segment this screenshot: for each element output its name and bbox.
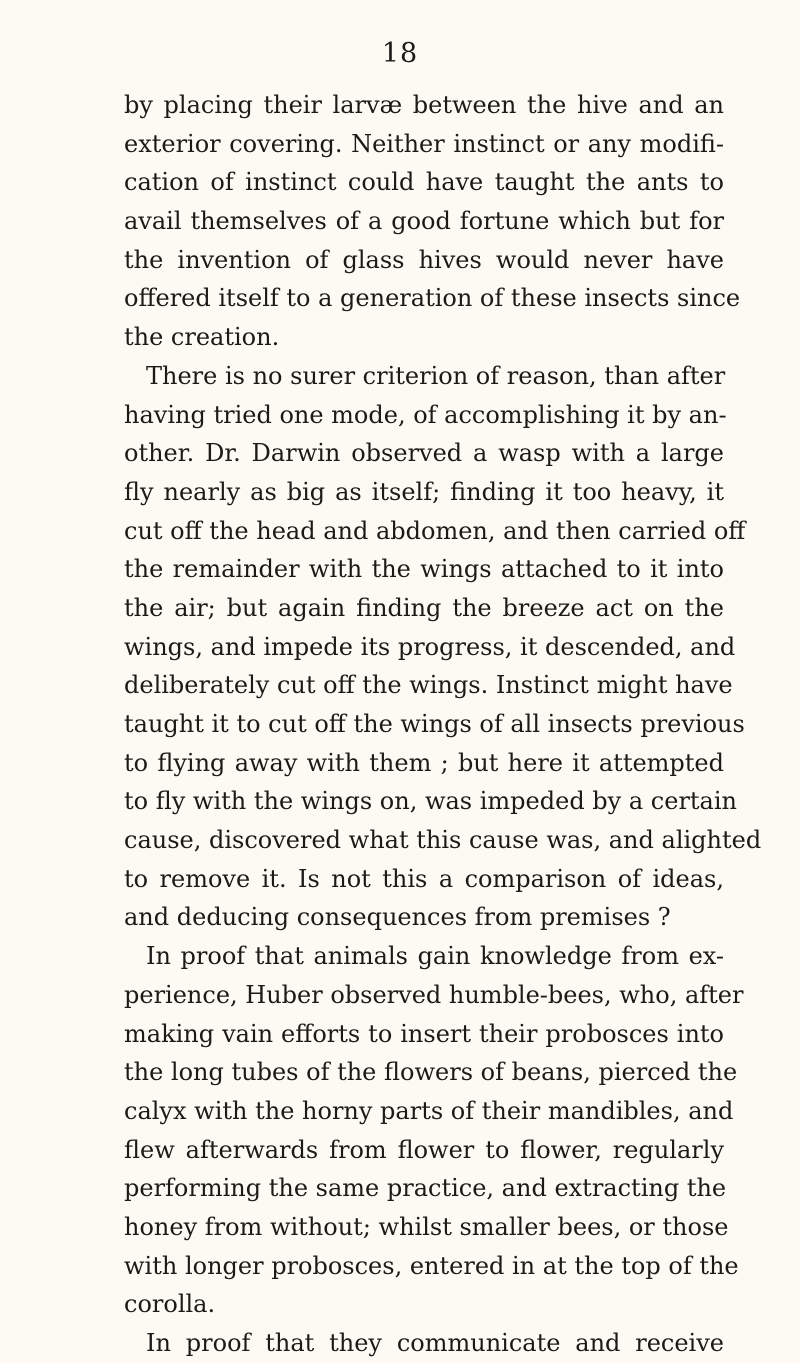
text-line: to remove it. Is not this a comparison of ideas,	[124, 864, 724, 893]
text-line: the invention of glass hives would never have	[124, 245, 724, 274]
text-line: cause, discovered what this cause was, and alighted	[124, 826, 762, 855]
text-line: wings, and impede its progress, it descended, and	[124, 632, 736, 661]
text-line: taught it to cut off the wings of all insects previous	[124, 710, 745, 738]
text-line: performing the same practice, and extracting the	[124, 1174, 727, 1203]
text-line: honey from without; whilst smaller bees, or those	[124, 1212, 729, 1241]
text-line: cut off the head and abdomen, and then carried off	[124, 516, 746, 545]
text-line: In proof that they communicate and receive	[146, 1329, 724, 1357]
text-line: making vain efforts to insert their probosces into	[124, 1019, 724, 1048]
text-line: cation of instinct could have taught the ants to	[124, 168, 724, 197]
text-line: other. Dr. Darwin observed a wasp with a large	[124, 439, 724, 468]
text-line: offered itself to a generation of these insects since	[124, 284, 741, 313]
text-line: exterior covering. Neither instinct or any modifi-	[124, 129, 724, 158]
text-line: fly nearly as big as itself; finding it too heavy, it	[124, 477, 724, 506]
text-line: avail themselves of a good fortune which but for	[124, 207, 724, 236]
text-line: perience, Huber observed humble-bees, who, after	[124, 980, 744, 1009]
text-line: the long tubes of the flowers of beans, pierced the	[124, 1058, 738, 1087]
body-text	[124, 86, 762, 1363]
page-number: 18	[381, 38, 419, 69]
text-line: and deducing consequences from premises ?	[124, 903, 671, 932]
text-line: to flying away with them ; but here it attempted	[124, 748, 724, 777]
text-line: calyx with the horny parts of their mandibles, and	[124, 1096, 734, 1125]
text-line: There is no surer criterion of reason, than after	[146, 361, 726, 390]
text-line: with longer probosces, entered in at the top of the	[124, 1251, 739, 1280]
text-line: having tried one mode, of accomplishing it by an-	[124, 400, 727, 429]
text-line: flew afterwards from flower to flower, regularly	[124, 1135, 724, 1164]
text-line: by placing their larvæ between the hive and an	[124, 91, 724, 119]
text-line: the creation.	[124, 323, 280, 352]
text-line: the remainder with the wings attached to it into	[124, 555, 724, 584]
text-line: to fly with the wings on, was impeded by a certain	[124, 787, 737, 816]
text-line: In proof that animals gain knowledge from ex-	[146, 942, 724, 971]
text-line: the air; but again finding the breeze act on the	[124, 593, 724, 622]
text-line: corolla.	[124, 1290, 216, 1319]
text-line: deliberately cut off the wings. Instinct might have	[124, 671, 733, 700]
